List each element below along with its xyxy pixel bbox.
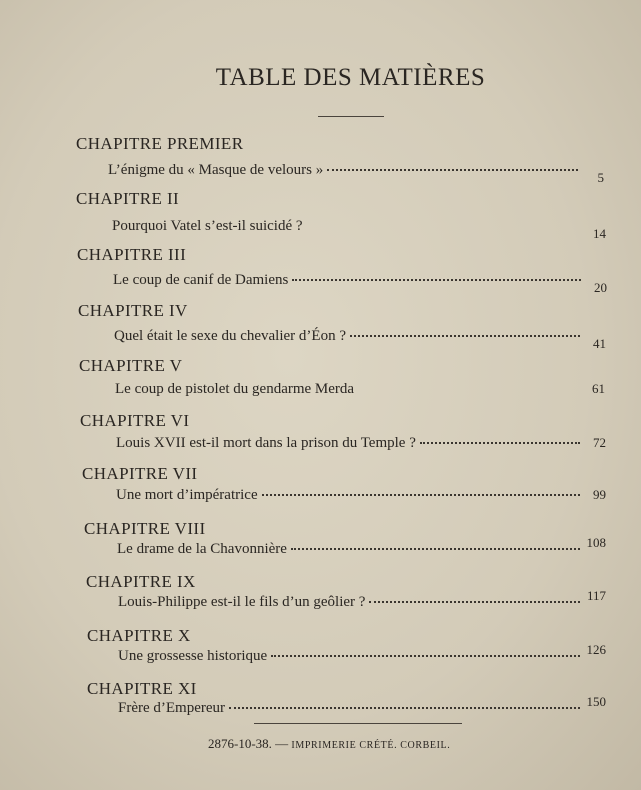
toc-entry xyxy=(114,328,606,351)
toc-entry xyxy=(112,218,606,241)
entry-title: Une grossesse historique xyxy=(118,648,268,664)
page-number: 14 xyxy=(593,226,606,241)
page-number: 20 xyxy=(594,280,607,295)
chapter-heading: CHAPITRE IX xyxy=(86,572,196,591)
toc-entry xyxy=(115,381,605,398)
page-title: TABLE DES MATIÈRES xyxy=(215,64,486,91)
entry-title: Une mort d’impératrice xyxy=(116,487,258,503)
page-number: 5 xyxy=(597,170,604,185)
entry-title: Le drame de la Chavonnière xyxy=(117,541,287,557)
title-divider xyxy=(318,116,384,117)
colophon-divider xyxy=(254,723,462,724)
dot-leader xyxy=(350,335,580,337)
chapter-heading: CHAPITRE XI xyxy=(87,679,197,698)
dot-leader xyxy=(262,494,580,496)
toc-entry xyxy=(118,588,606,611)
entry-title: Louis XVII est-il mort dans la prison du Temple ? xyxy=(116,435,416,451)
print-code: 2876-10-38. — xyxy=(208,736,289,751)
chapter-heading: CHAPITRE PREMIER xyxy=(76,134,244,153)
page-number: 126 xyxy=(586,642,606,657)
dot-leader xyxy=(229,707,580,709)
toc-entry xyxy=(108,162,604,185)
entry-title: Frère d’Empereur xyxy=(118,700,226,716)
toc-entry xyxy=(118,694,606,717)
entry-title: Le coup de canif de Damiens xyxy=(113,272,289,288)
dot-leader xyxy=(271,655,580,657)
page-number: 72 xyxy=(593,435,606,450)
page-number: 61 xyxy=(592,381,605,396)
chapter-heading: CHAPITRE V xyxy=(79,356,183,375)
printer-name: IMPRIMERIE CRÉTÉ. CORBEIL. xyxy=(291,740,451,751)
chapter-heading: CHAPITRE VII xyxy=(82,464,198,483)
dot-leader xyxy=(420,442,580,444)
chapter-heading: CHAPITRE III xyxy=(77,245,187,264)
page-number: 41 xyxy=(593,336,606,351)
toc-entry xyxy=(113,272,607,295)
page-number: 108 xyxy=(586,535,606,550)
chapter-heading: CHAPITRE IV xyxy=(78,301,188,320)
entry-title: Quel était le sexe du chevalier d’Éon ? xyxy=(114,328,346,344)
toc-entry xyxy=(118,642,606,665)
entry-title: L’énigme du « Masque de velours » xyxy=(108,162,324,178)
dot-leader xyxy=(292,279,581,281)
toc-entry xyxy=(116,487,606,504)
dot-leader xyxy=(358,388,579,390)
chapter-heading: CHAPITRE VI xyxy=(80,411,190,430)
page-number: 117 xyxy=(586,588,606,603)
dot-leader xyxy=(327,169,578,171)
toc-entry xyxy=(116,435,606,452)
dot-leader xyxy=(369,601,580,603)
page-number: 99 xyxy=(593,487,606,502)
chapter-heading: CHAPITRE VIII xyxy=(84,519,206,538)
dot-leader xyxy=(291,548,580,550)
page-number: 150 xyxy=(586,694,606,709)
printer-colophon xyxy=(208,736,450,752)
dot-leader xyxy=(307,225,580,227)
entry-title: Le coup de pistolet du gendarme Merda xyxy=(115,381,355,397)
entry-title: Pourquoi Vatel s’est-il suicidé ? xyxy=(112,218,303,234)
toc-entry xyxy=(117,535,606,558)
entry-title: Louis-Philippe est-il le fils d’un geôlier ? xyxy=(118,594,366,610)
chapter-heading: CHAPITRE II xyxy=(76,189,180,208)
chapter-heading: CHAPITRE X xyxy=(87,626,191,645)
